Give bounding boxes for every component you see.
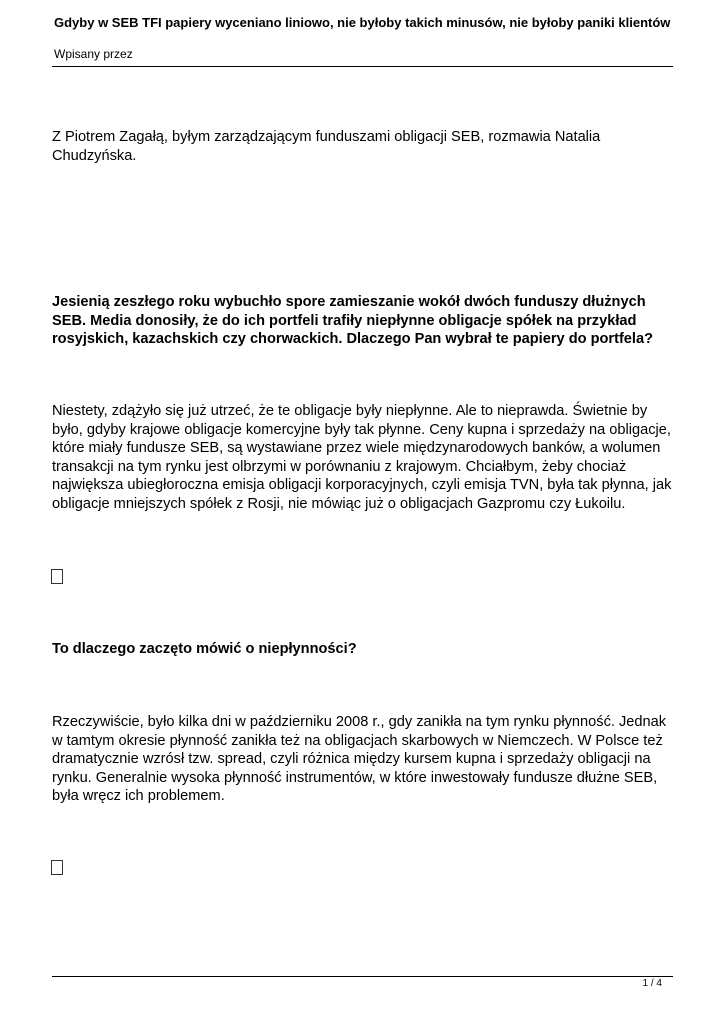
author-line: Wpisany przez xyxy=(54,47,133,61)
answer-2: Rzeczywiście, było kilka dni w październiku 2008 r., gdy zanikła na tym rynku płynność. Jednak w tamtym okresie płynność zanikła też na obligacjach skarbowych w Niemczech. W Polsce też dramatycznie wzrósł tzw. spread, czyli różnica między kursem kupna i sprzedaży obligacji na rynku. Generalnie wysoka płynność instrumentów, w które inwestowały fundusze dłużne SEB, była wręcz ich problemem. xyxy=(52,714,667,804)
page-number: 1 / 4 xyxy=(642,978,662,989)
answer-1: Niestety, zdążyło się już utrzeć, że te obligacje były niepłynne. Ale to nieprawda. Świetnie by było, gdyby krajowe obligacje komercyjne były tak płynne. Ceny kupna i sprzedaży na obligacje, które miały fundusze SEB, są wystawiane przez wiele międzynarodowych banków, a wolumen transakcji na tym rynku jest olbrzymi w porównaniu z krajowym. Chciałbym, żeby chociaż największa ubiegłoroczna emisja obligacji korporacyjnych, czyli emisja TVN, była tak płynna, jak obligacje mniejszych spółek z Rosji, nie mówiąc już o obligacjach Gazpromu czy Łukoilu. xyxy=(52,403,672,512)
intro-paragraph: Z Piotrem Zagałą, byłym zarządzającym funduszami obligacji SEB, rozmawia Natalia Chudzyńska. xyxy=(52,129,601,164)
missing-glyph-icon xyxy=(51,860,63,875)
document-title: Gdyby w SEB TFI papiery wyceniano liniowo, nie byłoby takich minusów, nie byłoby paniki klientów xyxy=(54,15,671,30)
footer-divider xyxy=(52,976,673,977)
question-1: Jesienią zeszłego roku wybuchło spore zamieszanie wokół dwóch funduszy dłużnych SEB. Media donosiły, że do ich portfeli trafiły niepłynne obligacje spółek na przykład rosyjskich, kazachskich czy chorwackich. Dlaczego Pan wybrał te papiery do portfela? xyxy=(52,294,654,347)
header-divider xyxy=(52,66,673,67)
question-2: To dlaczego zaczęto mówić o niepłynności? xyxy=(52,641,357,657)
missing-glyph-icon xyxy=(51,569,63,584)
